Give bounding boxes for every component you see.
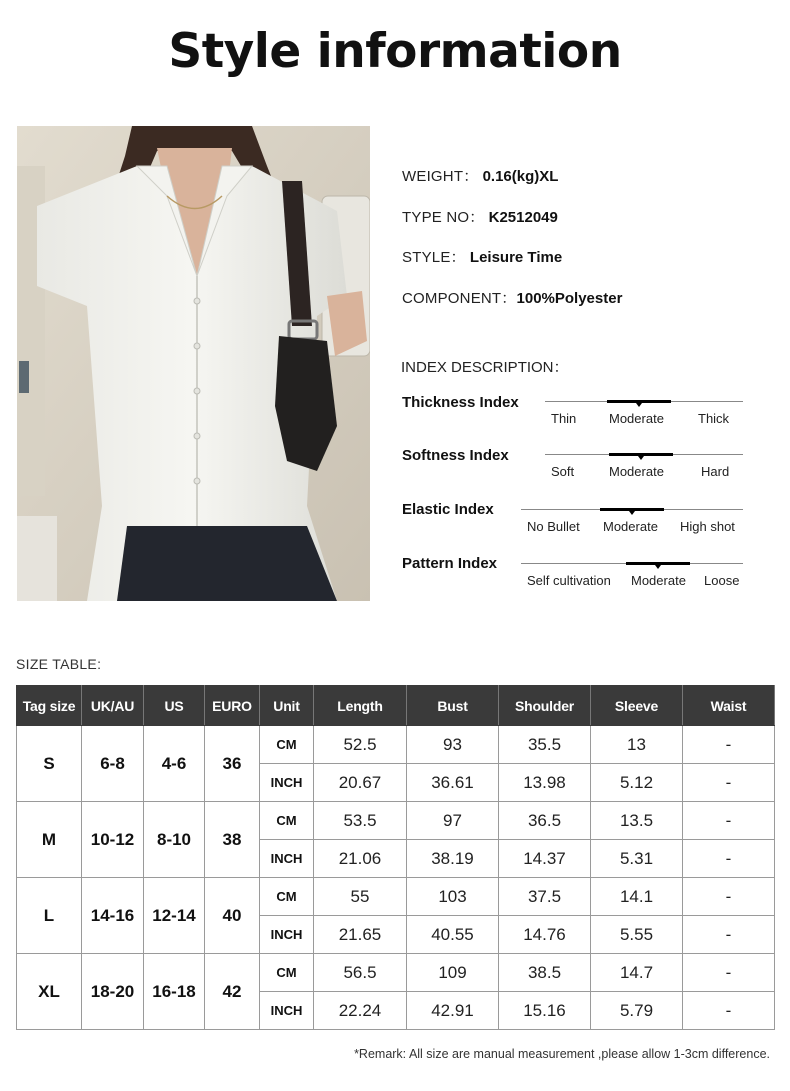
shoulder-cell: 14.37 <box>499 840 591 878</box>
uk-cell: 10-12 <box>82 802 144 878</box>
pattern-index <box>0 555 790 595</box>
waist-cell: - <box>683 840 775 878</box>
us-cell: 4-6 <box>144 726 205 802</box>
style-line <box>402 246 562 267</box>
index-option: No Bullet <box>527 519 580 534</box>
index-option: Thick <box>698 411 730 426</box>
waist-cell: - <box>683 802 775 840</box>
softness-index <box>0 447 790 487</box>
unit-cell: CM <box>260 802 314 840</box>
length-cell: 22.24 <box>314 992 407 1030</box>
sleeve-cell: 5.31 <box>591 840 683 878</box>
bust-cell: 38.19 <box>407 840 499 878</box>
waist-cell: - <box>683 992 775 1030</box>
us-cell: 8-10 <box>144 802 205 878</box>
index-option: Hard <box>701 464 730 479</box>
shoulder-cell: 15.16 <box>499 992 591 1030</box>
length-cell: 21.06 <box>314 840 407 878</box>
unit-cell: INCH <box>260 992 314 1030</box>
size-table <box>16 685 775 1030</box>
bust-cell: 42.91 <box>407 992 499 1030</box>
bust-cell: 93 <box>407 726 499 764</box>
us-cell: 12-14 <box>144 878 205 954</box>
bust-cell: 97 <box>407 802 499 840</box>
uk-cell: 6-8 <box>82 726 144 802</box>
column-header: Shoulder <box>499 686 591 726</box>
weight-line <box>402 165 558 186</box>
thickness-index <box>0 394 790 434</box>
table-header-row <box>17 686 775 726</box>
unit-cell: CM <box>260 954 314 992</box>
column-header: EURO <box>205 686 260 726</box>
index-option: Moderate <box>609 464 664 479</box>
waist-cell: - <box>683 954 775 992</box>
bust-cell: 109 <box>407 954 499 992</box>
table-row <box>17 954 775 992</box>
euro-cell: 42 <box>205 954 260 1030</box>
index-option: Moderate <box>631 573 686 588</box>
bust-cell: 103 <box>407 878 499 916</box>
shoulder-cell: 14.76 <box>499 916 591 954</box>
index-pointer-icon <box>636 403 642 407</box>
tag-size-cell: XL <box>17 954 82 1030</box>
index-name: Pattern Index <box>402 555 498 572</box>
euro-cell: 38 <box>205 802 260 878</box>
table-row <box>17 726 775 764</box>
waist-cell: - <box>683 764 775 802</box>
index-option: Thin <box>551 411 577 426</box>
length-cell: 56.5 <box>314 954 407 992</box>
index-name: Softness Index <box>402 447 509 464</box>
index-option: Moderate <box>609 411 664 426</box>
style-label: STYLE： <box>402 249 466 266</box>
euro-cell: 40 <box>205 878 260 954</box>
column-header: US <box>144 686 205 726</box>
style-value: Leisure Time <box>469 249 563 266</box>
index-pointer-icon <box>629 511 635 515</box>
shoulder-cell: 37.5 <box>499 878 591 916</box>
tag-size-cell: M <box>17 802 82 878</box>
bust-cell: 40.55 <box>407 916 499 954</box>
component-line <box>402 287 622 308</box>
euro-cell: 36 <box>205 726 260 802</box>
shoulder-cell: 38.5 <box>499 954 591 992</box>
tag-size-cell: S <box>17 726 82 802</box>
shoulder-cell: 36.5 <box>499 802 591 840</box>
uk-cell: 18-20 <box>82 954 144 1030</box>
index-name: Thickness Index <box>402 394 519 411</box>
length-cell: 21.65 <box>314 916 407 954</box>
index-option: High shot <box>680 519 735 534</box>
index-option: Loose <box>704 573 740 588</box>
index-description-heading: INDEX DESCRIPTION： <box>401 359 569 376</box>
component-value: 100%Polyester <box>516 290 623 307</box>
waist-cell: - <box>683 916 775 954</box>
index-option: Soft <box>551 464 575 479</box>
weight-value: 0.16(kg)XL <box>482 168 559 185</box>
unit-cell: CM <box>260 726 314 764</box>
index-pointer-icon <box>655 565 661 569</box>
sleeve-cell: 5.55 <box>591 916 683 954</box>
unit-cell: INCH <box>260 916 314 954</box>
sleeve-cell: 14.1 <box>591 878 683 916</box>
index-option: Self cultivation <box>527 573 611 588</box>
elastic-index <box>0 501 790 541</box>
type-label: TYPE NO： <box>402 209 485 226</box>
shoulder-cell: 13.98 <box>499 764 591 802</box>
length-cell: 52.5 <box>314 726 407 764</box>
sleeve-cell: 5.79 <box>591 992 683 1030</box>
shoulder-cell: 35.5 <box>499 726 591 764</box>
column-header: Waist <box>683 686 775 726</box>
waist-cell: - <box>683 726 775 764</box>
sleeve-cell: 5.12 <box>591 764 683 802</box>
waist-cell: - <box>683 878 775 916</box>
index-option: Moderate <box>603 519 658 534</box>
tag-size-cell: L <box>17 878 82 954</box>
bust-cell: 36.61 <box>407 764 499 802</box>
sleeve-cell: 14.7 <box>591 954 683 992</box>
length-cell: 20.67 <box>314 764 407 802</box>
column-header: Length <box>314 686 407 726</box>
sleeve-cell: 13.5 <box>591 802 683 840</box>
index-name: Elastic Index <box>402 501 494 518</box>
unit-cell: INCH <box>260 764 314 802</box>
unit-cell: INCH <box>260 840 314 878</box>
type-line <box>402 206 558 227</box>
table-row <box>17 878 775 916</box>
size-table-label: SIZE TABLE: <box>16 656 102 672</box>
column-header: UK/AU <box>82 686 144 726</box>
unit-cell: CM <box>260 878 314 916</box>
length-cell: 55 <box>314 878 407 916</box>
component-label: COMPONENT： <box>402 290 517 307</box>
column-header: Bust <box>407 686 499 726</box>
column-header: Tag size <box>17 686 82 726</box>
uk-cell: 14-16 <box>82 878 144 954</box>
remark-note: *Remark: All size are manual measurement ,please allow 1-3cm difference. <box>354 1047 770 1061</box>
us-cell: 16-18 <box>144 954 205 1030</box>
weight-label: WEIGHT： <box>402 168 479 185</box>
length-cell: 53.5 <box>314 802 407 840</box>
type-value: K2512049 <box>488 209 558 226</box>
page-title: Style information <box>168 24 622 79</box>
index-pointer-icon <box>638 456 644 460</box>
column-header: Sleeve <box>591 686 683 726</box>
sleeve-cell: 13 <box>591 726 683 764</box>
table-row <box>17 802 775 840</box>
column-header: Unit <box>260 686 314 726</box>
